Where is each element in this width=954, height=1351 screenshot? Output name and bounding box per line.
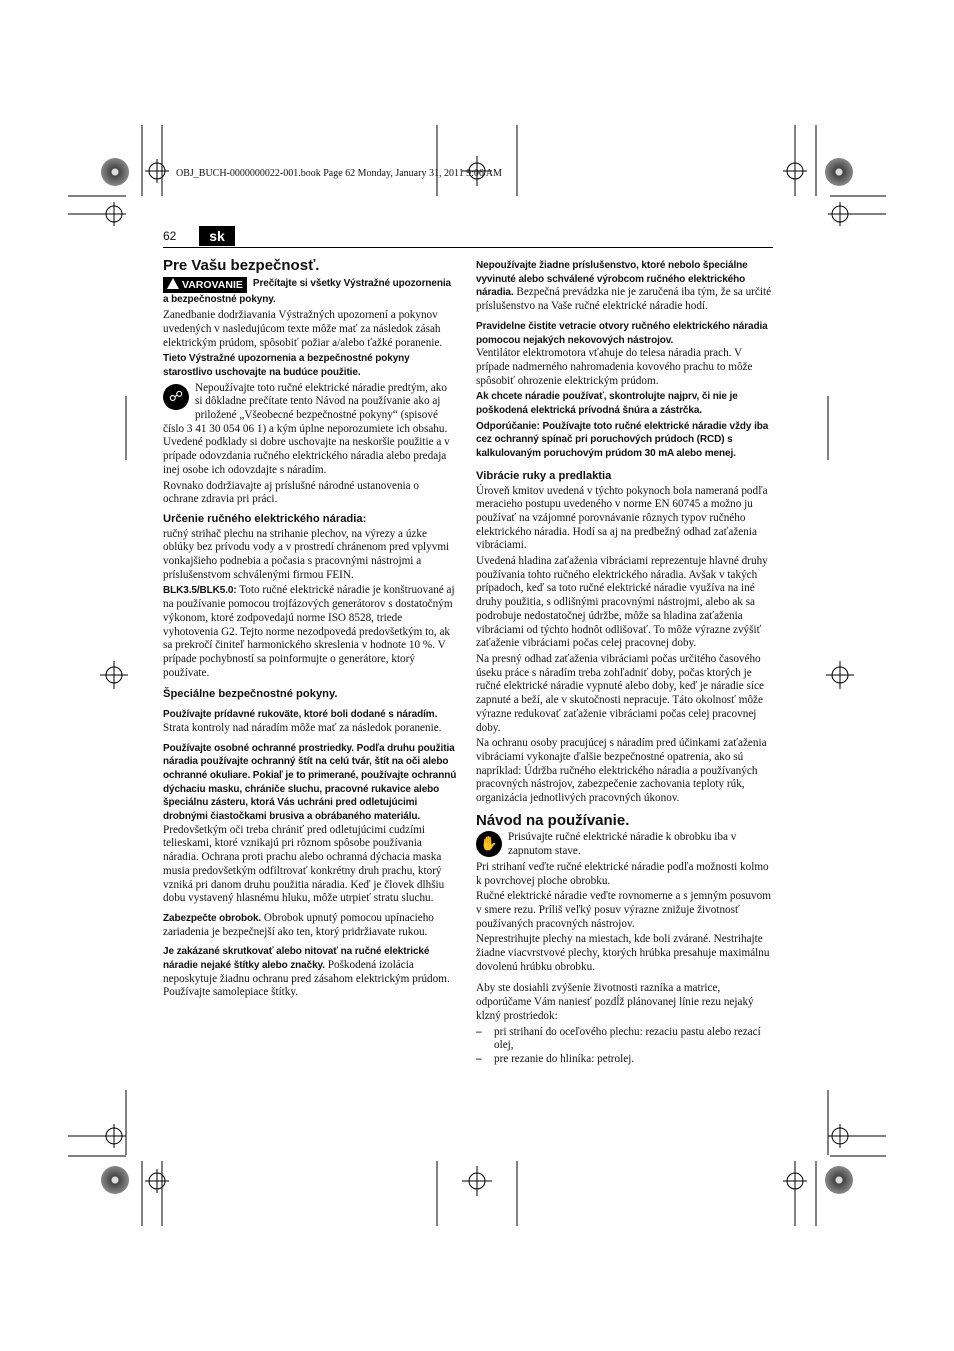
keep-note: Tieto Výstražné upozornenia a bezpečnostné pokyny starostlivo uschovajte na budúce použitie. [163, 353, 410, 378]
purpose-text: ručný strihač plechu na strihanie plechov, na výrezy a úzke oblúky bez prívodu vody a v prostredí chránenom pred vplyvmi vonkajšieho podnebia a počasia s pracovnými nástrojmi a príslušenstvom schválenými firmou FEIN. [163, 527, 450, 581]
vibration-p1: Úroveň kmitov uvedená v týchto pokynoch bola nameraná podľa meracieho postupu uvedeného v norme EN 60745 a možno ju používať na vzájomné porovnávanie rôznych typov ručného elektrického náradia. Hodí sa aj na predbežný odhad zaťaženia vibráciami. [476, 484, 768, 552]
vibration-p3: Na presný odhad zaťaženia vibráciami počas určitého časového úseku práce s náradím treba zohľadniť doby, počas ktorých je ručné elektrické náradie vypnuté alebo doby, keď je náradie síce zapnuté a beží, ale v skutočnosti nepracuje. Táto okolnosť môže výrazne redukovať zaťaženie vibráciami počas celej pracovnej doby. [476, 652, 764, 734]
vent-note: Pravidelne čistite vetracie otvory ručného elektrického náradia pomocou nejakých nekovových nástrojov. Ventilátor elektromotora vťahuje do telesa náradia prach. V prípade nadmerného nahromadenia kovového prachu to môže spôsobiť ohrozenie elektrickým prúdom. [476, 320, 768, 387]
warning-badge: VAROVANIE [163, 277, 247, 294]
warning-triangle-icon [167, 278, 179, 289]
header-rule [163, 247, 773, 248]
warning-block [163, 277, 457, 307]
language-tab: sk [199, 226, 235, 246]
usage-p3: Ručné elektrické náradie veďte rovnomerne a s jemným posuvom v smere rezu. Príliš veľký posuv výrazne znižuje životnosť používaných pracovných nástrojov. [476, 890, 771, 930]
vibration-heading: Vibrácie ruky a predlaktia [476, 469, 612, 482]
purpose-heading: Určenie ručného elektrického náradia: [163, 512, 367, 525]
read-manual-block [163, 382, 457, 478]
warning-text: Zanedbanie dodržiavania Výstražných upozornení a pokynov uvedených v nasledujúcom texte môže mať za následok zásah elektrickým prúdom, spôsobiť požiar a/alebo ťažké poranenie. [163, 309, 443, 349]
read-manual-text: Nepoužívajte toto ručné elektrické náradie predtým, ako si dôkladne prečítate tento Návod na používanie ako aj priložené „Všeobecné bezpečnostné pokyny“ (spisové číslo 3 41 30 054 06 1) a kým úplne neporozumiete ich obsahu. Uvedené podklady si dobre uschovajte na neskoršie použitie a v prípade odovzdania ručného elektrického náradia alebo predaja inej osobe ich odovzdajte s náradím. [163, 381, 450, 476]
usage-first-block [476, 831, 773, 858]
vibration-p2: Uvedená hladina zaťaženia vibráciami reprezentuje hlavné druhy používania tohto ručného elektrického náradia. Avšak v takých prípadoch, keď sa toto ručné elektrické náradie využíva na iné druhy použitia, s odlišnými pracovnými nástrojmi, alebo ak sa podrobuje nedostatočnej údržbe, môže sa hladina zaťaženia vibráciami od týchto hodnôt odlišovať. To môže výrazne zvýšiť zaťaženie vibráciami počas celej pracovnej doby. [476, 555, 768, 650]
usage-p1: Prisúvajte ručné elektrické náradie k obrobku iba v zapnutom stave. [508, 831, 737, 858]
usage-p5: Aby ste dosiahli zvýšenie životnosti razníka a matrice, odporúčame Vám naniesť pozdĺž plánovanej línie rezu nejaký klzný prostriedok: [476, 982, 754, 1022]
model-paragraph: BLK3.5/BLK5.0: Toto ručné elektrické náradie je konštruované aj na používanie pomocou trojfázových generátorov s dostatočným výkonom, ktoré zodpovedajú norme ISO 8528, triede vyhotovenia G2. Tejto norme nezodpovedá predovšetkým to, ak sa prekročí činiteľ harmonického skreslenia v hodnote 10 %. V prípade pochybností sa poinformujte o generátore, ktorý používate. [163, 584, 455, 679]
list-item: – pri strihaní do oceľového plechu: rezaciu pastu alebo rezací olej, [476, 1026, 773, 1053]
usage-p2: Pri strihaní veďte ručné elektrické náradie podľa možnosti kolmo k povrchovej ploche obrobku. [476, 860, 769, 887]
special-p1: Používajte prídavné rukoväte, ktoré boli dodané s náradím. Strata kontroly nad náradím môže mať za následok poranenie. [163, 709, 442, 734]
special-p2: Používajte osobné ochranné prostriedky. Podľa druhu použitia náradia používajte ochranný štít na celú tvár, štít na oči alebo ochranné okuliare. Pokiaľ je to primerané, používajte ochrannú dýchaciu masku, chrániče sluchu, pracovné rukavice alebo špeciálnu zásteru, ktorá Vás uchráni pred odletujúcimi drobnými čiastočkami brusiva a obrábaného materiálu. Predovšetkým oči treba chrániť pred odletujúcimi cudzími telieskami, ktoré vznikajú pri rôznom spôsobe používania náradia. Ochrana proti prachu alebo ochranná dýchacia maska musia predovšetkým odfiltrovať konkrétny druh prachu, ktorý vzniká pri danom druhu použitia náradia. Keď je človek dlhšiu dobu vystavený hlasnému hluku, môže utrpieť stratu sluchu. [163, 742, 457, 905]
safety-heading: Pre Vašu bezpečnosť. [163, 257, 320, 274]
vibration-p4: Na ochranu osoby pracujúcej s náradím pred účinkami zaťaženia vibráciami vykonajte ďalšie bezpečnostné opatrenia, ako sú napríklad: Údržba ručného elektrického náradia a používaných pracovných nástrojov, zabezpečenie zachovania teploty rúk, organizácia jednotlivých pracovných úkonov. [476, 737, 767, 805]
right-column [476, 259, 773, 1067]
usage-p4: Neprestrihujte plechy na miestach, kde boli zvárané. Nestrihajte žiadne viacvrstvové plechy, ktorých hrúbka presahuje maximálnu dovolenú hrúbku obrobku. [476, 933, 770, 973]
special-p4: Je zakázané skrutkovať alebo nitovať na ručné elektrické náradie nejaké štítky alebo značky. Poškodená izolácia neposkytuje žiadnu ochranu pred zásahom elektrickým prúdom. Používajte samolepiace štítky. [163, 946, 450, 999]
special-heading: Špeciálne bezpečnostné pokyny. [163, 688, 338, 701]
accessory-note: Nepoužívajte žiadne príslušenstvo, ktoré nebolo špeciálne vyvinuté alebo schválené výrobcom ručného elektrického náradia. Bezpečná prevádzka nie je zaručená iba tým, že sa určité príslušenstvo na Vaše ručné elektrické náradie hodí. [476, 260, 772, 313]
special-p3: Zabezpečte obrobok. Obrobok upnutý pomocou upínacieho zariadenia je bezpečnejší ako ten, ktorý pridržiavate rukou. [163, 911, 434, 938]
hand-tool-icon: ✋ [476, 831, 502, 857]
read-manual-icon: ☍ [163, 384, 189, 410]
rcd-note: Odporúčanie: Používajte toto ručné elektrické náradie vždy iba cez ochranný spínač pri poruchových prúdoch (RCD) s kalkulovaným poruchovým prúdom 30 mA alebo menej. [476, 420, 769, 460]
file-info: OBJ_BUCH-0000000022-001.book Page 62 Monday, January 31, 2011 9:06 AM [176, 168, 502, 179]
left-column [163, 259, 457, 1002]
warning-intro: Prečítajte si všetky Výstražné upozornenia a bezpečnostné pokyny. [163, 277, 451, 306]
list-item: – pre rezanie do hliníka: petrolej. [476, 1053, 773, 1067]
usage-heading: Návod na používanie. [476, 811, 630, 829]
page-number: 62 [163, 229, 177, 243]
national-rules: Rovnako dodržiavajte aj príslušné národné ustanovenia o ochrane zdravia pri práci. [163, 479, 419, 506]
cord-check-note: Ak chcete náradie používať, skontrolujte najprv, či nie je poškodená elektrická prívodná šnúra a zástrčka. [476, 391, 738, 417]
